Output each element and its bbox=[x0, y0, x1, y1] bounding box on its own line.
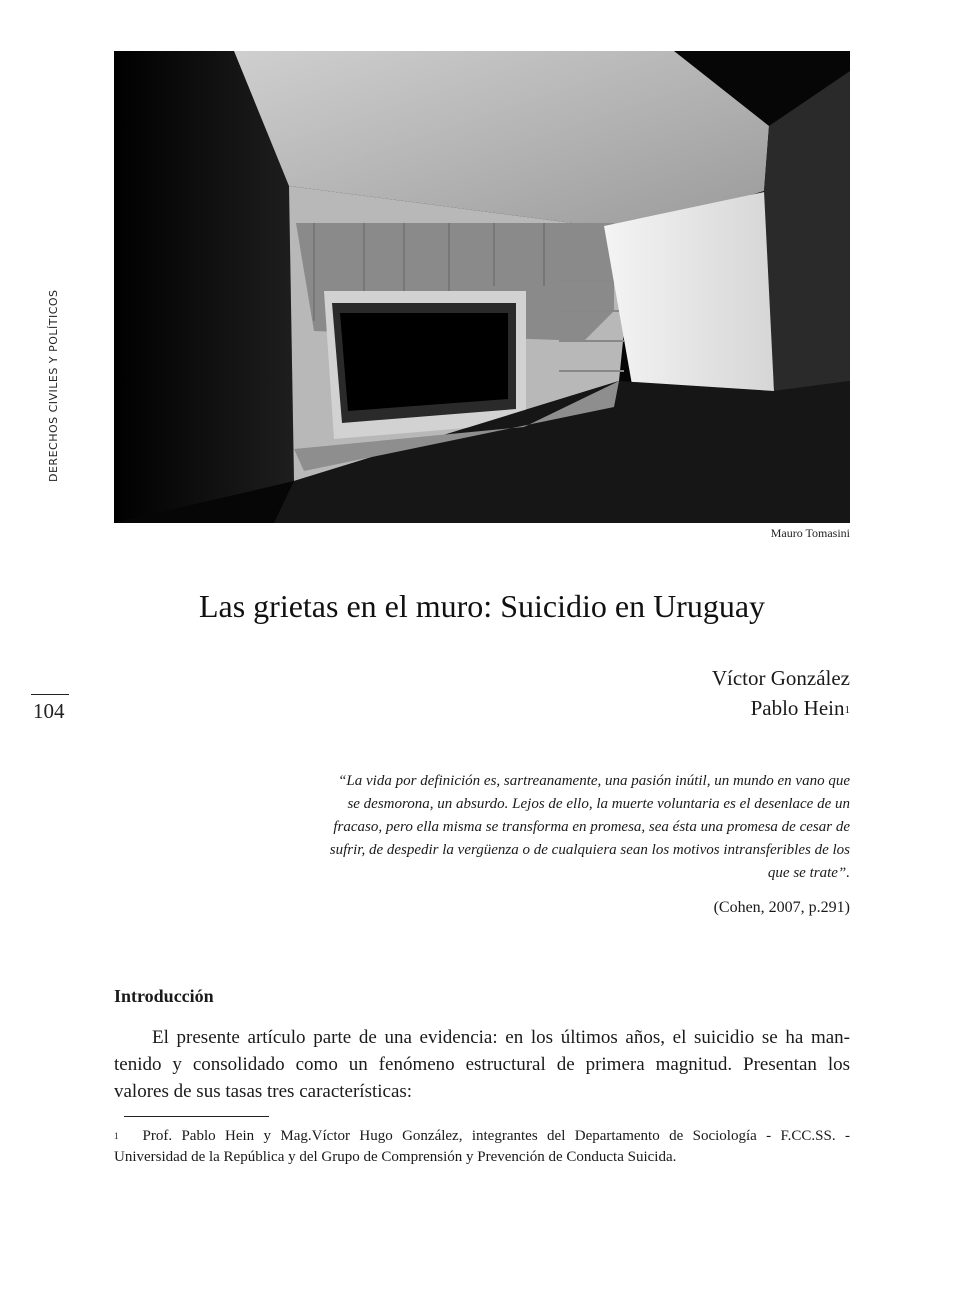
footnote-mark: 1 bbox=[114, 1131, 119, 1141]
footnote-line bbox=[114, 1126, 850, 1147]
epigraph-line: fracaso, pero ella misma se transforma en promesa, sea ésta una promesa de cesar de bbox=[333, 819, 850, 835]
stairwell-photo-illustration bbox=[114, 51, 850, 523]
footnote bbox=[114, 1126, 850, 1168]
epigraph-citation: (Cohen, 2007, p.291) bbox=[713, 899, 850, 916]
body-line: valores de sus tasas tres características: bbox=[114, 1081, 413, 1102]
body-line: El presente artículo parte de una evidencia: en los últimos años, el suicidio se ha man- bbox=[152, 1027, 850, 1048]
footnote-divider bbox=[124, 1116, 269, 1117]
epigraph-line: sufrir, de despedir la vergüenza o de cualquiera sean los motivos intransferibles de los bbox=[329, 842, 850, 858]
page-number: 104 bbox=[33, 699, 65, 723]
section-heading: Introducción bbox=[114, 986, 214, 1006]
epigraph-line: que se trate”. bbox=[767, 865, 850, 881]
body-paragraph bbox=[114, 1024, 850, 1105]
footnote-line: Universidad de la República y del Grupo de Comprensión y Prevención de Conducta Suicida. bbox=[114, 1149, 677, 1165]
author-name: Pablo Hein bbox=[750, 696, 845, 720]
article-title: Las grietas en el muro: Suicidio en Uruguay bbox=[198, 588, 766, 624]
epigraph-line: “La vida por definición es, sartreanamente, una pasión inútil, un mundo en vano que bbox=[338, 773, 850, 789]
section-side-label: DERECHOS CIVILES Y POLÍTICOS bbox=[47, 289, 60, 482]
footnote-reference[interactable]: 1 bbox=[844, 704, 850, 716]
author-name: Víctor González bbox=[711, 666, 850, 690]
author-entry bbox=[712, 693, 850, 723]
epigraph-line: se desmorona, un absurdo. Lejos de ello, la muerte voluntaria es el desenlace de un bbox=[347, 796, 850, 812]
epigraph-quote bbox=[290, 770, 850, 885]
page-number-rule bbox=[31, 694, 69, 695]
photo-credit: Mauro Tomasini bbox=[770, 526, 850, 540]
footnote-text: Prof. Pablo Hein y Mag.Víctor Hugo González, integrantes del Departamento de Sociología - F.CC.SS. - bbox=[142, 1128, 850, 1144]
author-list bbox=[712, 663, 850, 723]
stairwell-photo bbox=[114, 51, 850, 523]
body-line: tenido y consolidado como un fenómeno estructural de primera magnitud. Presentan los bbox=[114, 1054, 850, 1075]
